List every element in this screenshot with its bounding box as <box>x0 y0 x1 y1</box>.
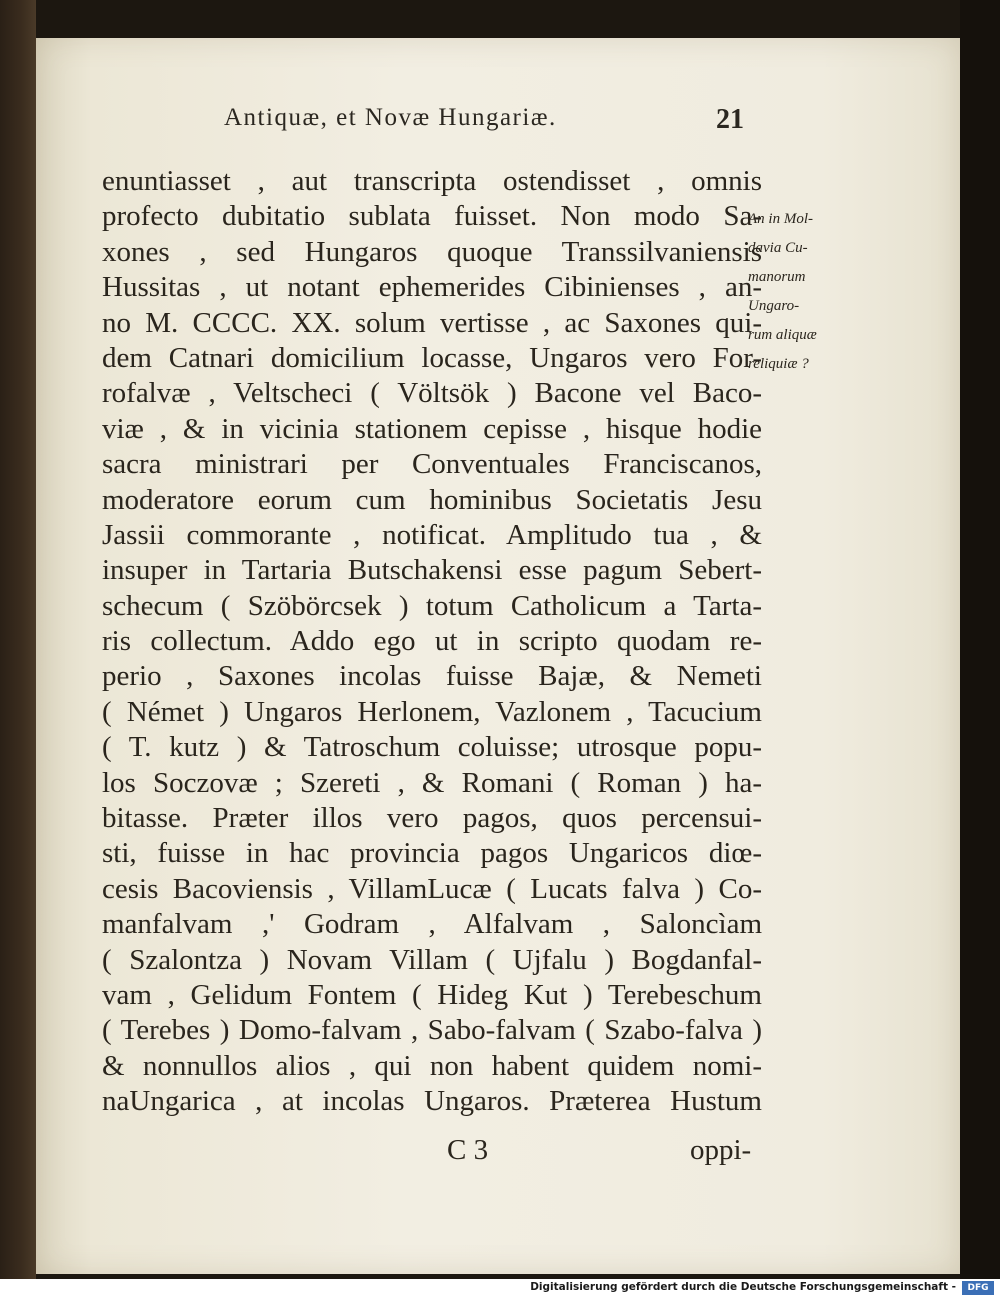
text-line: rofalvæ , Veltscheci ( Völtsök ) Bacone vel Baco- <box>102 377 762 410</box>
text-line: & nonnullos alios , qui non habent quidem nomi- <box>102 1049 762 1082</box>
text-line: ( Német ) Ungaros Herlonem, Vazlonem , Tacucium <box>102 695 762 728</box>
text-line: cesis Bacoviensis , VillamLucæ ( Lucats falva ) Co- <box>102 872 762 905</box>
page-number: 21 <box>716 104 744 135</box>
text-line: Jassii commorante , notificat. Amplitudo tua , & <box>102 518 762 551</box>
text-line: sti, fuisse in hac provincia pagos Ungaricos diœ- <box>102 837 762 870</box>
text-line: ( Terebes ) Domo-falvam , Sabo-falvam ( Szabo-falva ) <box>102 1014 762 1047</box>
text-line: viæ , & in vicinia stationem cepisse , hisque hodie <box>102 412 762 445</box>
text-line: ( Szalontza ) Novam Villam ( Ujfalu ) Bogdanfal- <box>102 943 762 976</box>
text-line: perio , Saxones incolas fuisse Bajæ, & Nemeti <box>102 660 762 693</box>
text-line: manfalvam ,' Godram , Alfalvam , Saloncìam <box>102 908 762 941</box>
text-line: Hussitas , ut notant ephemerides Cibinienses , an- <box>102 271 762 304</box>
text-line: bitasse. Præter illos vero pagos, quos percensui- <box>102 802 762 835</box>
text-line: no M. CCCC. XX. solum vertisse , ac Saxones qui- <box>102 306 762 339</box>
text-line: ( T. kutz ) & Tatroschum coluisse; utrosque popu- <box>102 731 762 764</box>
text-line: schecum ( Szöbörcsek ) totum Catholicum a Tarta- <box>102 589 762 622</box>
body-text <box>102 164 762 1120</box>
margin-note <box>748 205 838 379</box>
text-line: sacra ministrari per Conventuales Franciscanos, <box>102 448 762 481</box>
margin-note-line: davia Cu- <box>748 240 808 256</box>
text-line: enuntiasset , aut transcripta ostendisset , omnis <box>102 165 762 197</box>
book-binding <box>0 0 36 1279</box>
margin-note-line: Ungaro- <box>748 298 800 314</box>
margin-note-line: rum aliquæ <box>748 327 817 343</box>
funding-credit: Digitalisierung gefördert durch die Deutsche Forschungsgemeinschaft - <box>530 1281 956 1293</box>
text-line: moderatore eorum cum hominibus Societatis Jesu <box>102 483 762 516</box>
text-line: ris collectum. Addo ego ut in scripto quodam re- <box>102 625 762 658</box>
digitization-footer <box>0 1279 1000 1298</box>
margin-note-line: manorum <box>748 269 806 285</box>
text-line: naUngarica , at incolas Ungaros. Præterea Hustum <box>102 1085 762 1118</box>
margin-note-line: reliquiæ ? <box>748 356 809 372</box>
text-line: xones , sed Hungaros quoque Transsilvaniensis <box>102 235 762 268</box>
text-line: los Soczovæ ; Szereti , & Romani ( Roman ) ha- <box>102 766 762 799</box>
margin-note-line: An in Mol- <box>748 211 813 227</box>
text-line: dem Catnari domicilium locasse, Ungaros vero For- <box>102 341 762 374</box>
running-head: Antiquæ, et Novæ Hungariæ. <box>224 104 557 131</box>
text-line: insuper in Tartaria Butschakensi esse pagum Sebert- <box>102 554 762 587</box>
text-line: profecto dubitatio sublata fuisset. Non modo Sa- <box>102 200 762 233</box>
signature-mark: C 3 <box>447 1134 489 1166</box>
catchword: oppi- <box>690 1134 752 1166</box>
dfg-logo: DFG <box>962 1281 994 1295</box>
page-edge <box>960 0 1000 1279</box>
text-line: vam , Gelidum Fontem ( Hideg Kut ) Terebeschum <box>102 978 762 1011</box>
